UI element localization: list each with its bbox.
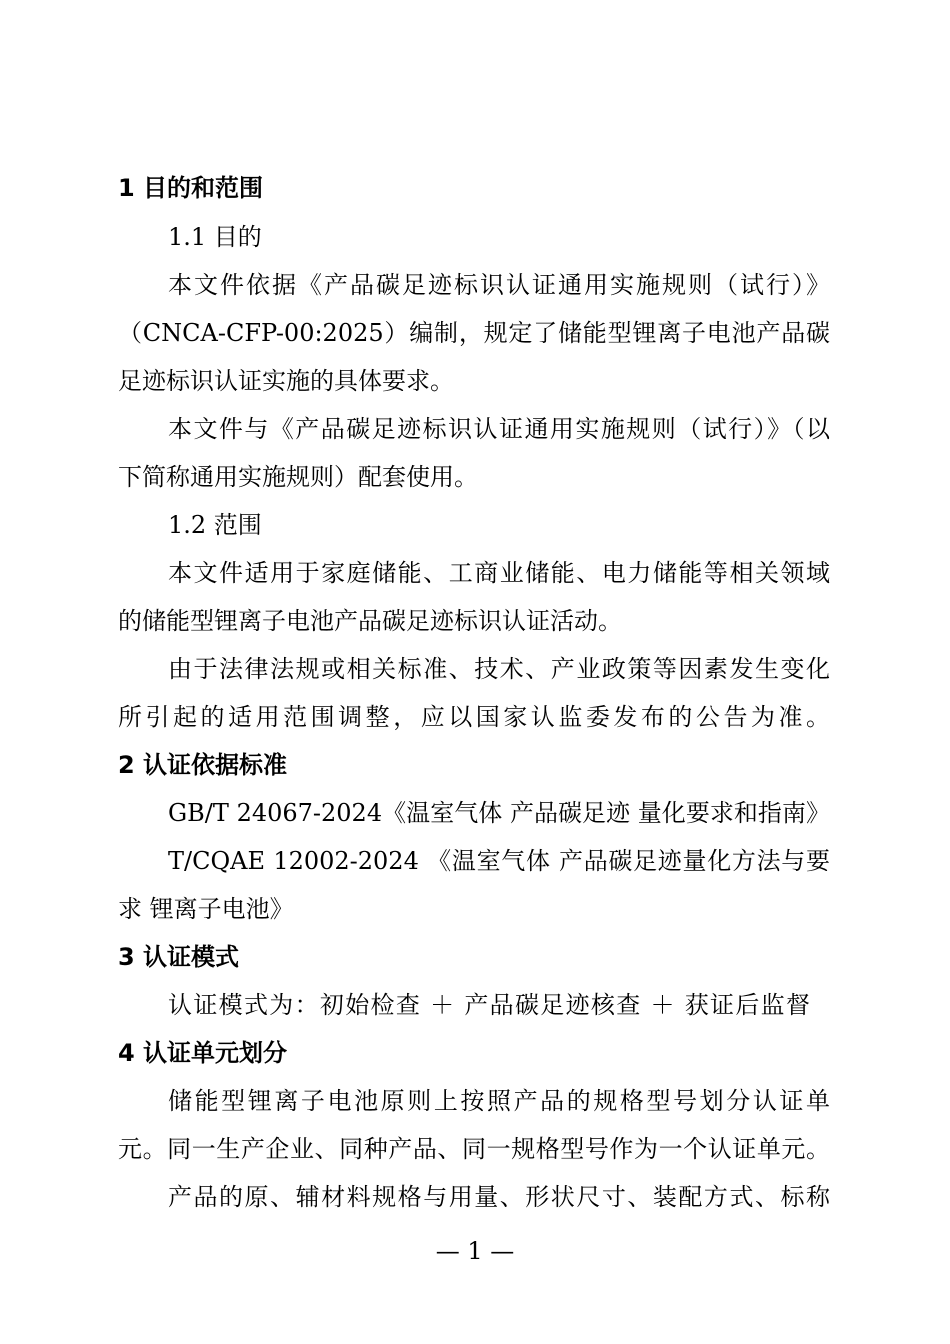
standard-2-line-1: T/CQAE 12002-2024 《温室气体 产品碳足迹量化方法与要	[168, 847, 830, 875]
paragraph-1-line-3: 足迹标识认证实施的具体要求。	[118, 367, 454, 395]
certification-mode-text: 认证模式为：初始检查 ＋ 产品碳足迹核查 ＋ 获证后监督	[168, 991, 810, 1019]
standard-2-line-2: 求 锂离子电池》	[118, 895, 294, 923]
paragraph-6-line-2: 元。同一生产企业、同种产品、同一规格型号作为一个认证单元。	[118, 1135, 830, 1163]
paragraph-2-line-2: 下简称通用实施规则）配套使用。	[118, 463, 478, 491]
section-1-1-heading: 1.1 目的	[168, 223, 262, 251]
section-2-heading: 2 认证依据标准	[118, 751, 288, 779]
standard-1: GB/T 24067-2024《温室气体 产品碳足迹 量化要求和指南》	[168, 799, 830, 827]
paragraph-2-line-1: 本文件与《产品碳足迹标识认证通用实施规则（试行）》（以	[168, 415, 830, 443]
paragraph-1-line-1: 本文件依据《产品碳足迹标识认证通用实施规则（试行）》	[168, 271, 830, 299]
paragraph-3-line-2: 的储能型锂离子电池产品碳足迹标识认证活动。	[118, 607, 622, 635]
section-1-2-heading: 1.2 范围	[168, 511, 262, 539]
paragraph-3-line-1: 本文件适用于家庭储能、工商业储能、电力储能等相关领域	[168, 559, 830, 587]
paragraph-6-line-1: 储能型锂离子电池原则上按照产品的规格型号划分认证单	[168, 1087, 830, 1115]
page-number: — 1 —	[435, 1237, 515, 1265]
section-3-heading: 3 认证模式	[118, 943, 240, 971]
paragraph-4-line-1: 由于法律法规或相关标准、技术、产业政策等因素发生变化	[168, 655, 830, 683]
section-4-heading: 4 认证单元划分	[118, 1039, 288, 1067]
paragraph-1-line-2: （CNCA-CFP-00:2025）编制，规定了储能型锂离子电池产品碳	[118, 319, 830, 347]
paragraph-4-line-2: 所引起的适用范围调整，应以国家认监委发布的公告为准。	[118, 703, 830, 731]
section-1-heading: 1 目的和范围	[118, 174, 264, 202]
paragraph-7-line-1: 产品的原、辅材料规格与用量、形状尺寸、装配方式、标称	[168, 1183, 830, 1211]
